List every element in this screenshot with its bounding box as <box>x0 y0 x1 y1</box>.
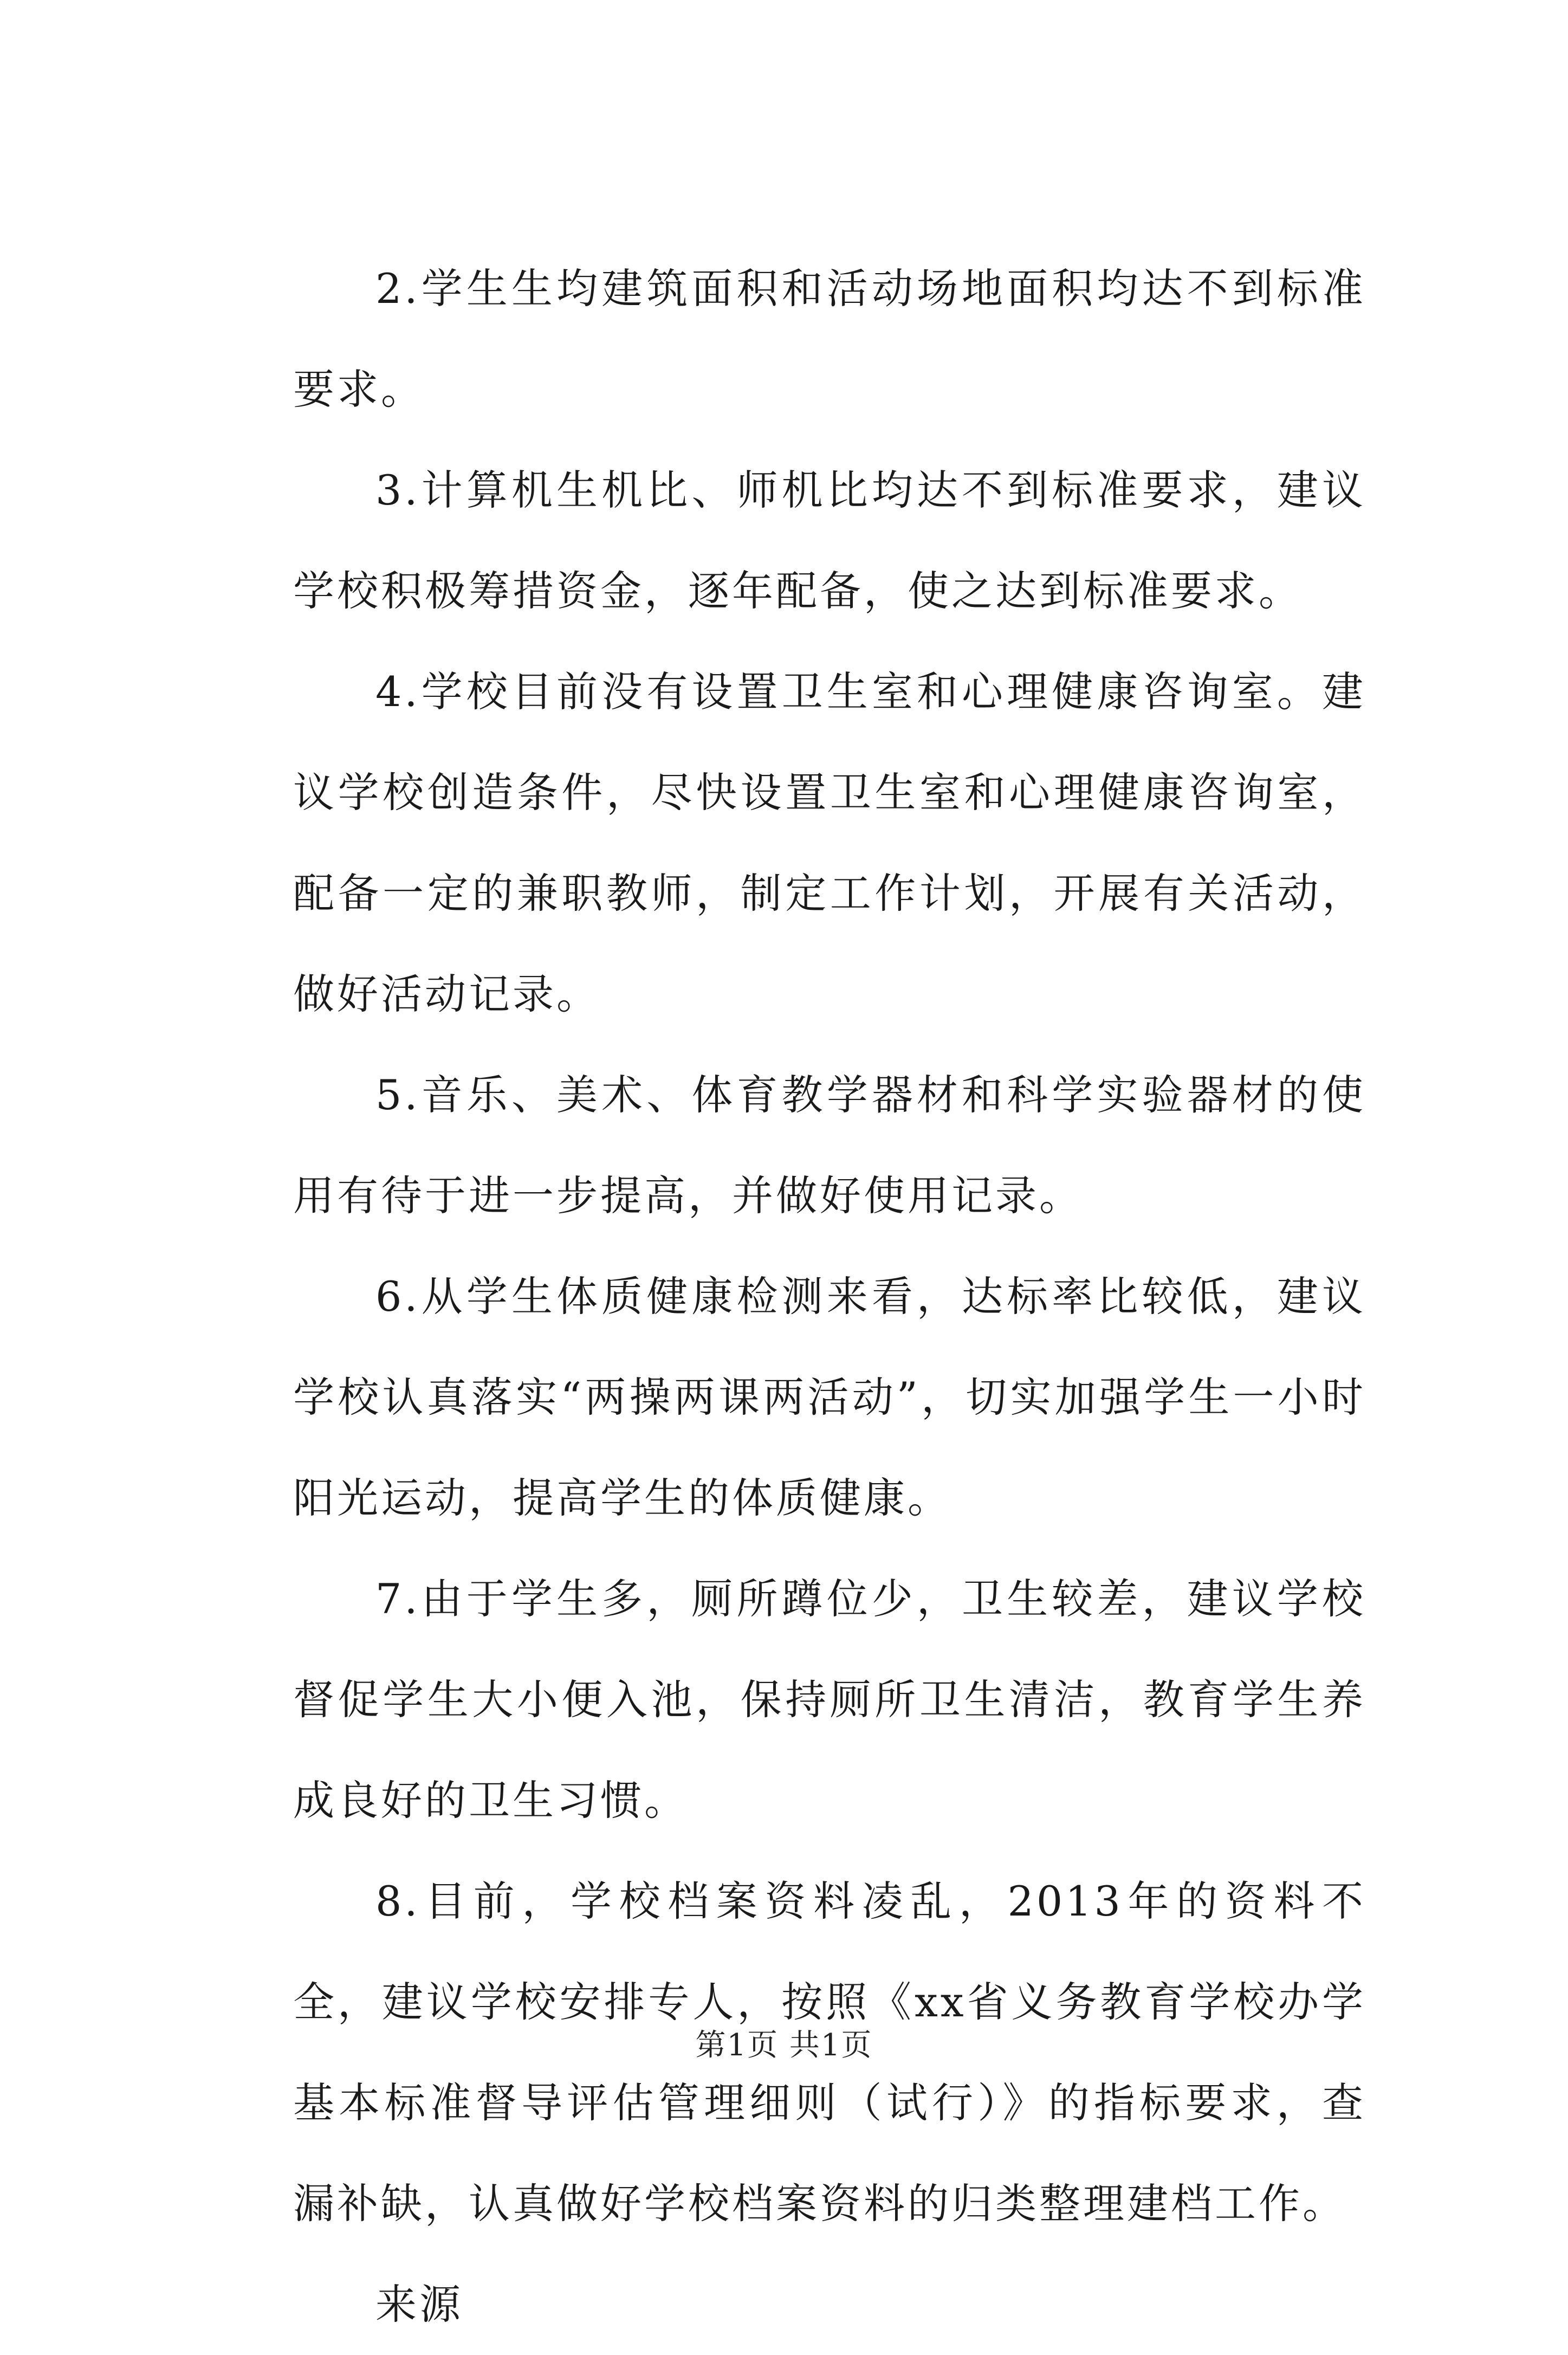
paragraph-item-5: 5.音乐、美术、体育教学器材和科学实验器材的使用有待于进一步提高，并做好使用记录。 <box>293 1071 1366 1220</box>
page-footer: 第1页 共1页 <box>695 2028 873 2063</box>
source-label: 来源 <box>375 2280 463 2328</box>
paragraph-item-8: 8.目前，学校档案资料凌乱，2013年的资料不全，建议学校安排专人，按照《xx省义务教育学校办学基本标准督导评估管理细则（试行）》的指标要求，查漏补缺，认真做好学校档案资料的归类整理建档工作。 <box>293 1877 1366 2228</box>
paragraph-item-2: 2.学生生均建筑面积和活动场地面积均达不到标准要求。 <box>293 264 1366 413</box>
paragraph-item-4: 4.学校目前没有设置卫生室和心理健康咨询室。建议学校创造条件，尽快设置卫生室和心理健康咨询室，配备一定的兼职教师，制定工作计划，开展有关活动，做好活动记录。 <box>293 668 1366 1018</box>
paragraph-item-6: 6.从学生体质健康检测来看，达标率比较低，建议学校认真落实“两操两课两活动”，切实加强学生一小时阳光运动，提高学生的体质健康。 <box>293 1272 1366 1522</box>
paragraph-item-7: 7.由于学生多，厕所蹲位少，卫生较差，建议学校督促学生大小便入池，保持厕所卫生清洁，教育学生养成良好的卫生习惯。 <box>293 1575 1366 1825</box>
paragraph-item-3: 3.计算机生机比、师机比均达不到标准要求，建议学校积极筹措资金，逐年配备，使之达到标准要求。 <box>293 466 1366 615</box>
